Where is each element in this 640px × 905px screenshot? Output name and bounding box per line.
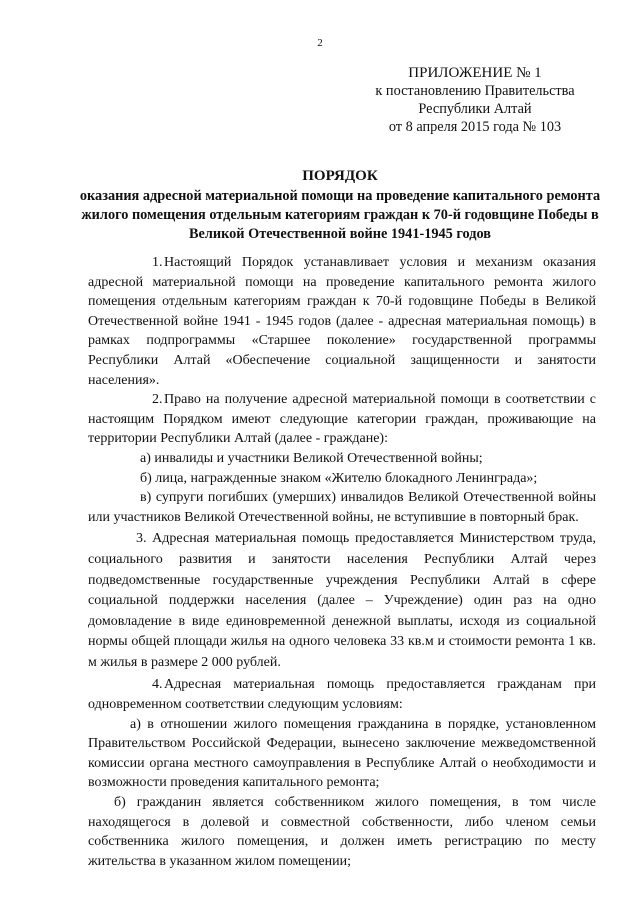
paragraph-4-text: Адресная материальная помощь предоставляется гражданам при одновременном соответствии следующим условиям:: [88, 677, 596, 713]
appendix-label: ПРИЛОЖЕНИЕ № 1: [408, 65, 542, 81]
appendix-line-1: к постановлению Правительства: [375, 83, 575, 99]
paragraph-4a: а) в отношении жилого помещения гражданина в порядке, установленном Правительством Российской Федерации, вынесено заключение межведомственной комиссии органа местного самоуправления в Республике Алтай о необходимости и возможности проведения капитального ремонта;: [88, 716, 596, 791]
paragraph-2-number: 2.: [152, 392, 163, 408]
paragraph-1-text: Настоящий Порядок устанавливает условия и механизм оказания адресной материальной помощи на проведение капитального ремонта жилого помещения отдельным категориям граждан к 70-й годовщине Победы в Великой Отечественной войне 1941 - 1945 годов (далее - адресная материальная помощь) в рамках подпрограммы «Старшее поколение» государственной программы Республики Алтай «Обеспечение социальной защищенности и занятости населения».: [88, 255, 596, 388]
document-title: [70, 167, 610, 244]
title-subtitle: оказания адресной материальной помощи на проведение капитального ремонта жилого помещения отдельным категориям граждан к 70-й годовщине Победы в Великой Отечественной войне 1941-1945 годов: [79, 188, 601, 242]
document-body: [88, 253, 596, 871]
paragraph-2c: в) супруги погибших (умерших) инвалидов Великой Отечественной войны или участников Великой Отечественной войны, не вступившие в повторный брак.: [88, 490, 596, 525]
paragraph-4-number: 4.: [152, 677, 163, 693]
paragraph-1-number: 1.: [152, 255, 163, 270]
page-number: 2: [317, 37, 323, 49]
appendix-line-2: Республики Алтай: [418, 101, 532, 117]
paragraph-2: [88, 390, 596, 449]
appendix-header: [350, 64, 600, 136]
paragraph-4: [88, 675, 596, 714]
paragraph-2a: а) инвалиды и участники Великой Отечественной войны;: [140, 450, 483, 466]
paragraph-1: [88, 253, 596, 390]
title-main: ПОРЯДОК: [302, 168, 378, 184]
paragraph-2-text: Право на получение адресной материальной помощи в соответствии с настоящим Порядком имеют следующие категории граждан, проживающие на территории Республики Алтай (далее - граждане):: [88, 392, 596, 447]
appendix-line-3: от 8 апреля 2015 года № 103: [388, 119, 562, 135]
paragraph-2b: б) лица, награжденные знаком «Жителю блокадного Ленинграда»;: [140, 470, 538, 486]
paragraph-3: 3. Адресная материальная помощь предоставляется Министерством труда, социального развития и занятости населения Республики Алтай через подведомственные государственные учреждения Республики Алтай в сфере социальной поддержки населения (далее – Учреждение) один раз на одно домовладение в виде единовременной денежной выплаты, исходя из социальной нормы общей площади жилья на одного человека 33 кв.м и стоимости ремонта 1 кв. м жилья в размере 2 000 рублей.: [88, 531, 596, 670]
paragraph-4b: б) гражданин является собственником жилого помещения, в том числе находящегося в долевой и совместной собственности, либо членом семьи собственника жилого помещения, и должен иметь регистрацию по месту жительства в указанном жилом помещении;: [88, 795, 596, 869]
